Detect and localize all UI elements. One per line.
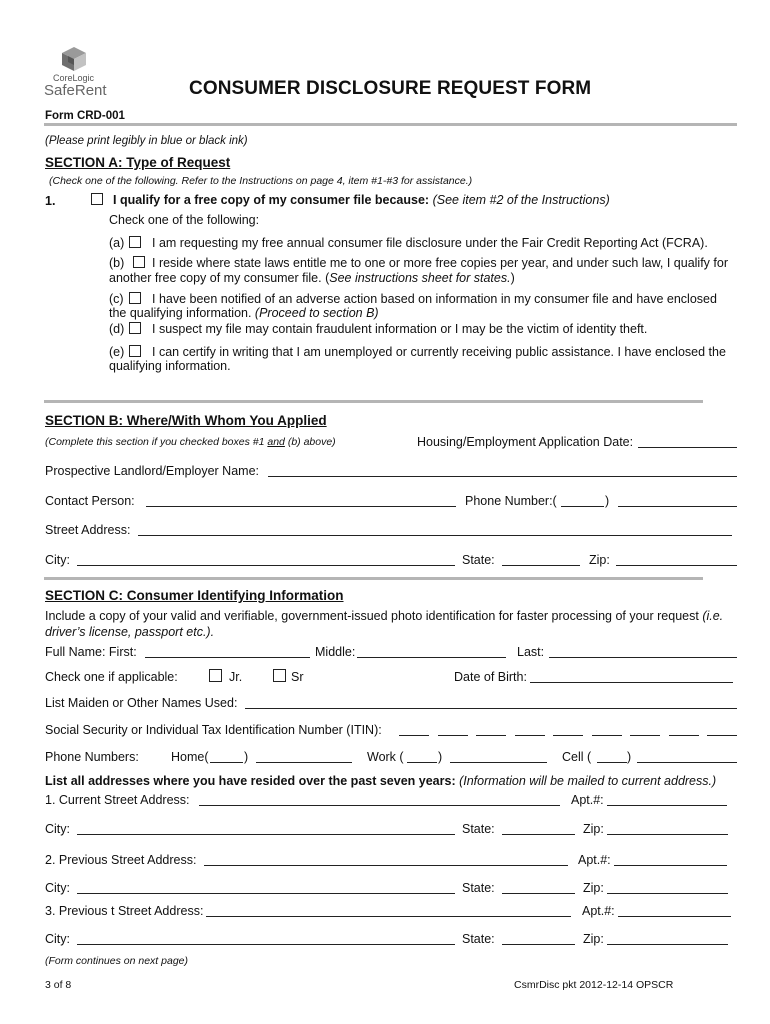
addr1-state-field[interactable]	[502, 834, 575, 835]
option-a-letter: (a)	[109, 236, 125, 250]
addr2-apt-field[interactable]	[614, 865, 727, 866]
ssn-digit-2[interactable]	[438, 735, 468, 736]
ink-note: (Please print legibly in blue or black ink)	[45, 135, 248, 147]
item-1-ref: (See item #2 of the Instructions)	[432, 193, 610, 207]
section-b-note-start: (Complete this section if you checked boxes #1	[45, 436, 268, 448]
phone-label: Phone Number:(	[465, 494, 557, 508]
form-id: Form CRD-001	[45, 110, 125, 122]
addresses-heading-bold: List all addresses where you have resided over the past seven years:	[45, 774, 456, 788]
section-a-subtitle: (Check one of the following. Refer to the Instructions on page 4, item #1-#3 for assistance.)	[49, 175, 473, 187]
work-phone-label: Work (	[367, 750, 404, 764]
addr2-zip-label: Zip:	[583, 881, 604, 895]
section-b-note	[45, 436, 336, 448]
work-phone-field[interactable]	[450, 762, 547, 763]
cell-phone-field[interactable]	[637, 762, 737, 763]
addr2-apt-label: Apt.#:	[578, 853, 611, 867]
full-name-label: Full Name: First:	[45, 645, 137, 659]
phone-field[interactable]	[618, 506, 737, 507]
option-d-letter: (d)	[109, 322, 125, 336]
ssn-digit-6[interactable]	[592, 735, 622, 736]
option-e-checkbox[interactable]	[129, 345, 141, 357]
first-name-field[interactable]	[145, 657, 310, 658]
addr3-city-field[interactable]	[77, 944, 455, 945]
ssn-digit-1[interactable]	[399, 735, 429, 736]
section-b-divider	[44, 577, 703, 580]
check-applicable-label: Check one if applicable:	[45, 670, 178, 684]
option-d-checkbox[interactable]	[129, 322, 141, 334]
option-b-text: I reside where state laws entitle me to one or more free copies per year, and under such law, I qualify for	[152, 256, 728, 270]
city-label: City:	[45, 553, 70, 567]
corelogic-cube-icon	[60, 46, 88, 72]
item-1-label: I qualify for a free copy of my consumer file because:	[113, 193, 430, 207]
page-title: CONSUMER DISCLOSURE REQUEST FORM	[189, 78, 592, 99]
item-1-number: 1.	[45, 194, 56, 208]
addresses-heading	[45, 774, 716, 788]
option-e-letter: (e)	[109, 345, 125, 359]
section-b-note-and: and	[267, 436, 285, 448]
addr3-apt-field[interactable]	[618, 916, 731, 917]
section-a-divider	[44, 400, 703, 403]
option-a-text: I am requesting my free annual consumer file disclosure under the Fair Credit Reporting Act (FCRA).	[152, 236, 708, 250]
addr1-city-field[interactable]	[77, 834, 455, 835]
addr3-state-label: State:	[462, 932, 495, 946]
section-b-note-end: (b) above)	[284, 436, 336, 448]
cell-paren-close: )	[627, 750, 632, 764]
cell-area-field[interactable]	[597, 762, 627, 763]
section-b-title: SECTION B: Where/With Whom You Applied	[45, 413, 327, 428]
section-c-title: SECTION C: Consumer Identifying Information	[45, 588, 344, 603]
logo-brand-main: SafeRent	[44, 82, 107, 99]
last-name-field[interactable]	[549, 657, 737, 658]
option-b-text-line2	[109, 271, 515, 285]
maiden-field[interactable]	[245, 708, 737, 709]
ssn-digit-8[interactable]	[669, 735, 699, 736]
dob-label: Date of Birth:	[454, 670, 527, 684]
addr3-zip-label: Zip:	[583, 932, 604, 946]
addr3-state-field[interactable]	[502, 944, 575, 945]
addr1-state-label: State:	[462, 822, 495, 836]
landlord-label: Prospective Landlord/Employer Name:	[45, 464, 259, 478]
section-c-intro-ital: (i.e.	[702, 609, 724, 623]
continues-note: (Form continues on next page)	[45, 955, 188, 967]
addresses-heading-note: (Information will be mailed to current address.)	[459, 774, 717, 788]
section-c-intro	[45, 609, 723, 623]
option-b-letter: (b)	[109, 256, 125, 270]
addr2-city-field[interactable]	[77, 893, 455, 894]
home-phone-field[interactable]	[256, 762, 352, 763]
ssn-digit-5[interactable]	[553, 735, 583, 736]
section-c-intro-text: Include a copy of your valid and verifiable, government-issued photo identification for faster processing of your request	[45, 609, 703, 623]
option-c-line2-ref: (Proceed to section B)	[254, 306, 379, 320]
addr2-state-field[interactable]	[502, 893, 575, 894]
section-c-intro-line2: driver’s license, passport etc.).	[45, 625, 215, 639]
item-1-checkbox[interactable]	[91, 193, 103, 205]
addr1-apt-field[interactable]	[607, 805, 727, 806]
addr1-city-label: City:	[45, 822, 70, 836]
maiden-label: List Maiden or Other Names Used:	[45, 696, 238, 710]
addr2-street-field[interactable]	[204, 865, 568, 866]
option-b-line2-ref: See instructions sheet for states.	[329, 271, 511, 285]
work-area-field[interactable]	[407, 762, 437, 763]
cell-phone-label: Cell (	[562, 750, 592, 764]
addr1-zip-field[interactable]	[607, 834, 728, 835]
section-a-title: SECTION A: Type of Request	[45, 155, 231, 170]
addr1-apt-label: Apt.#:	[571, 793, 604, 807]
phone-numbers-label: Phone Numbers:	[45, 750, 139, 764]
option-c-line2-start: the qualifying information.	[109, 306, 255, 320]
option-c-checkbox[interactable]	[129, 292, 141, 304]
home-paren-close: )	[244, 750, 249, 764]
addr1-zip-label: Zip:	[583, 822, 604, 836]
check-one-label: Check one of the following:	[109, 213, 260, 227]
state-field[interactable]	[502, 565, 580, 566]
city-field[interactable]	[77, 565, 455, 566]
option-d-text: I suspect my file may contain fraudulent information or I may be the victim of identity theft.	[152, 322, 648, 336]
housing-date-label: Housing/Employment Application Date:	[417, 435, 634, 449]
addr1-label: 1. Current Street Address:	[45, 793, 190, 807]
addr3-city-label: City:	[45, 932, 70, 946]
jr-checkbox[interactable]	[209, 669, 222, 682]
jr-label: Jr.	[229, 670, 243, 684]
page-number: 3 of 8	[45, 979, 72, 991]
item-1-text	[113, 193, 610, 207]
ssn-digit-3[interactable]	[476, 735, 506, 736]
addr2-label: 2. Previous Street Address:	[45, 853, 197, 867]
phone-area-field[interactable]	[561, 506, 604, 507]
landlord-field[interactable]	[268, 476, 737, 477]
header-divider	[44, 123, 737, 126]
zip-label: Zip:	[589, 553, 610, 567]
option-b-line2-start: another free copy of my consumer file. (	[109, 271, 330, 285]
work-paren-close: )	[438, 750, 443, 764]
state-label: State:	[462, 553, 495, 567]
addr2-state-label: State:	[462, 881, 495, 895]
sr-label: Sr	[291, 670, 304, 684]
option-b-checkbox[interactable]	[133, 256, 145, 268]
home-area-field[interactable]	[210, 762, 243, 763]
ssn-label: Social Security or Individual Tax Identification Number (ITIN):	[45, 723, 382, 737]
option-a-checkbox[interactable]	[129, 236, 141, 248]
contact-field[interactable]	[146, 506, 456, 507]
middle-label: Middle:	[315, 645, 356, 659]
logo-brand-top: CoreLogic	[53, 73, 95, 83]
option-c-text: I have been notified of an adverse action based on information in my consumer file and have enclosed	[152, 292, 717, 306]
option-e-text: I can certify in writing that I am unemployed or currently receiving public assistance. I have enclosed the	[152, 345, 726, 359]
street-label: Street Address:	[45, 523, 131, 537]
sr-checkbox[interactable]	[273, 669, 286, 682]
option-c-text-line2	[109, 306, 379, 320]
addr2-zip-field[interactable]	[607, 893, 728, 894]
option-c-letter: (c)	[109, 292, 124, 306]
addr1-street-field[interactable]	[199, 805, 560, 806]
contact-label: Contact Person:	[45, 494, 135, 508]
ssn-digit-4[interactable]	[515, 735, 545, 736]
option-e-text-line2: qualifying information.	[109, 359, 231, 373]
footer-code: CsmrDisc pkt 2012-12-14 OPSCR	[514, 979, 674, 991]
housing-date-field[interactable]	[638, 447, 737, 448]
addr3-street-field[interactable]	[206, 916, 571, 917]
home-phone-label: Home(	[171, 750, 209, 764]
addr3-label: 3. Previous t Street Address:	[45, 904, 204, 918]
ssn-digit-9[interactable]	[707, 735, 737, 736]
phone-close: )	[605, 494, 610, 508]
last-label: Last:	[517, 645, 545, 659]
zip-field[interactable]	[616, 565, 737, 566]
street-field[interactable]	[138, 535, 732, 536]
addr3-apt-label: Apt.#:	[582, 904, 615, 918]
middle-name-field[interactable]	[357, 657, 506, 658]
addr3-zip-field[interactable]	[607, 944, 728, 945]
ssn-digit-7[interactable]	[630, 735, 660, 736]
dob-field[interactable]	[530, 682, 733, 683]
addr2-city-label: City:	[45, 881, 70, 895]
option-b-line2-end: )	[510, 271, 515, 285]
